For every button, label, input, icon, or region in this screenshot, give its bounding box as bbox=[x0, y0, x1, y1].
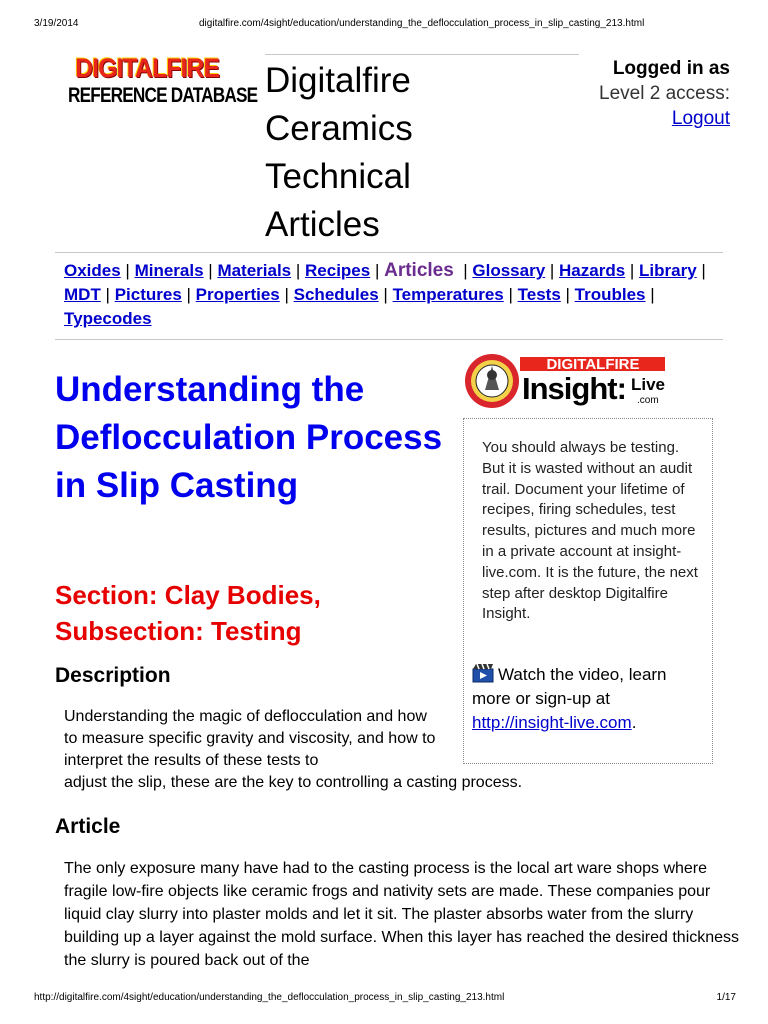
insight-promo-box bbox=[463, 418, 713, 764]
nav-separator: | bbox=[370, 261, 385, 280]
video-text: Watch the video, learn more or sign-up at bbox=[472, 665, 667, 708]
login-label: Logged in as bbox=[612, 58, 730, 79]
nav-separator: | bbox=[203, 261, 218, 280]
print-date: 3/19/2014 bbox=[34, 18, 79, 29]
nav-separator: | bbox=[120, 261, 135, 280]
nav-item-recipes[interactable]: Recipes bbox=[305, 261, 371, 280]
print-footer-url: http://digitalfire.com/4sight/education/understanding_the_deflocculation_process_in_slip_casting_213.html bbox=[34, 992, 505, 1003]
video-clapper-icon[interactable] bbox=[472, 663, 494, 683]
site-title: Digitalfire Ceramics Technical Articles bbox=[265, 61, 413, 244]
nav-item-schedules[interactable]: Schedules bbox=[293, 285, 379, 304]
nav-item-troubles[interactable]: Troubles bbox=[574, 285, 646, 304]
nav-item-mdt[interactable]: MDT bbox=[64, 285, 101, 304]
nav-item-materials[interactable]: Materials bbox=[217, 261, 292, 280]
header-divider bbox=[265, 54, 579, 55]
description-text: Understanding the magic of deflocculation and how to measure specific gravity and viscosity, and how to interpret the results of these tests to bbox=[64, 708, 436, 769]
article-body: The only exposure many have had to the casting process is the local art ware shops where fragile low-fire objects like ceramic frogs and nativity sets are made. These companies pour liquid clay slurry into plaster molds and let it sit. The plaster absorbs water from the slurry building up a layer against the mold surface. When this layer has reached the desired thickness the slurry is poured back out of the bbox=[64, 860, 740, 969]
nav-separator: | bbox=[696, 261, 706, 280]
nav-item-typecodes[interactable]: Typecodes bbox=[64, 309, 152, 328]
nav-item-tests[interactable]: Tests bbox=[517, 285, 561, 304]
nav-separator: | bbox=[503, 285, 518, 304]
nav-item-library[interactable]: Library bbox=[639, 261, 697, 280]
insight-live-link[interactable]: http://insight-live.com bbox=[472, 713, 632, 732]
nav-item-articles[interactable]: Articles bbox=[384, 260, 454, 281]
nav-separator: | bbox=[100, 285, 115, 304]
access-level: Level 2 access: bbox=[599, 83, 730, 104]
nav-item-properties[interactable]: Properties bbox=[195, 285, 280, 304]
nav-separator: | bbox=[181, 285, 196, 304]
login-panel bbox=[599, 56, 730, 131]
print-page-number: 1/17 bbox=[716, 992, 736, 1003]
nav-item-glossary[interactable]: Glossary bbox=[472, 261, 546, 280]
nav-separator: | bbox=[291, 261, 306, 280]
insight-live-logo[interactable] bbox=[465, 350, 670, 412]
nav-item-pictures[interactable]: Pictures bbox=[114, 285, 182, 304]
insight-logo-live: Live bbox=[631, 375, 666, 394]
nav-divider-top bbox=[55, 252, 723, 253]
nav-item-minerals[interactable]: Minerals bbox=[134, 261, 204, 280]
nav-separator: | bbox=[625, 261, 640, 280]
nav-divider-bottom bbox=[55, 339, 723, 340]
logo-line1: DIGITALFIRE bbox=[75, 53, 220, 83]
description-text-tail: adjust the slip, these are the key to controlling a casting process. bbox=[64, 774, 523, 791]
print-url: digitalfire.com/4sight/education/understanding_the_deflocculation_process_in_slip_casting_213.html bbox=[199, 18, 645, 29]
section-subtitle: Section: Clay Bodies, Subsection: Testing bbox=[55, 580, 321, 646]
article-heading: Article bbox=[55, 815, 121, 838]
insight-video-row bbox=[472, 663, 708, 735]
digitalfire-reference-logo[interactable] bbox=[68, 53, 258, 111]
nav-separator: | bbox=[545, 261, 560, 280]
insight-live-emblem bbox=[465, 350, 670, 412]
nav-separator: | bbox=[378, 285, 393, 304]
insight-logo-com: .com bbox=[637, 395, 659, 406]
article-title: Understanding the Deflocculation Process in Slip Casting bbox=[55, 370, 443, 505]
nav-separator: | bbox=[453, 261, 473, 280]
nav-item-oxides[interactable]: Oxides bbox=[64, 261, 121, 280]
nav-separator: | bbox=[279, 285, 294, 304]
insight-logo-line1: DIGITALFIRE bbox=[546, 356, 640, 373]
main-nav bbox=[64, 259, 714, 331]
logout-link[interactable]: Logout bbox=[671, 108, 730, 129]
nav-separator: | bbox=[645, 285, 655, 304]
nav-item-temperatures[interactable]: Temperatures bbox=[392, 285, 504, 304]
insight-logo-line2: Insight: bbox=[522, 371, 626, 406]
description-heading: Description bbox=[55, 664, 171, 687]
nav-separator: | bbox=[560, 285, 575, 304]
video-end-punct: . bbox=[631, 713, 637, 732]
logo-line2: REFERENCE DATABASE bbox=[68, 84, 258, 107]
insight-promo-text: You should always be testing. But it is wasted without an audit trail. Document your lifetime of recipes, firing schedules, test results, pictures and much more in a private account at insight-live.com. It is the future, the next step after desktop Digitalfire Insight. bbox=[482, 439, 698, 623]
nav-item-hazards[interactable]: Hazards bbox=[559, 261, 626, 280]
